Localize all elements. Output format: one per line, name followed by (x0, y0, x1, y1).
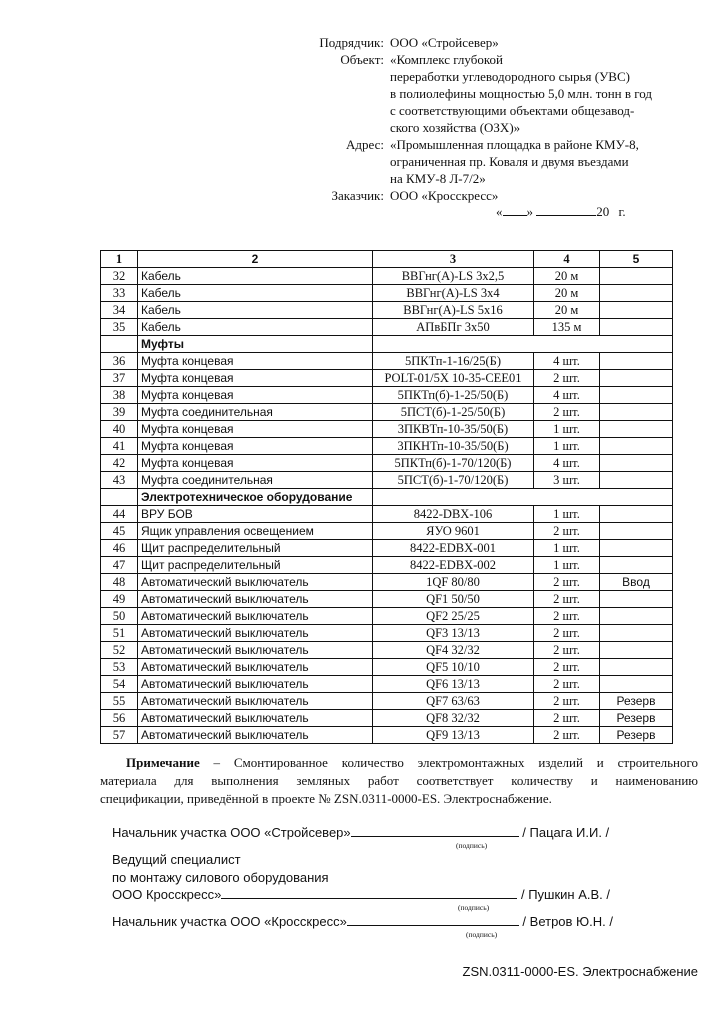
row-number: 44 (101, 506, 138, 523)
item-note (600, 591, 673, 608)
row-number: 54 (101, 676, 138, 693)
item-note (600, 608, 673, 625)
item-note (600, 370, 673, 387)
item-name: Автоматический выключатель (138, 659, 373, 676)
signature-line-1 (112, 824, 609, 840)
row-number: 46 (101, 540, 138, 557)
item-quantity: 2 шт. (534, 608, 600, 625)
row-number: 35 (101, 319, 138, 336)
customer-value: ООО «Кросскресс» (390, 188, 499, 203)
item-quantity: 1 шт. (534, 557, 600, 574)
item-quantity: 135 м (534, 319, 600, 336)
signature-line-3 (112, 913, 613, 929)
item-note (600, 642, 673, 659)
object-line: ского хозяйства (ОЗХ)» (390, 120, 521, 135)
table-row (101, 319, 673, 336)
item-code: ВВГнг(А)-LS 3х2,5 (373, 268, 534, 285)
item-code: QF7 63/63 (373, 693, 534, 710)
column-header: 1 (101, 251, 138, 268)
row-number: 50 (101, 608, 138, 625)
item-quantity: 20 м (534, 285, 600, 302)
item-code: QF3 13/13 (373, 625, 534, 642)
item-name: Муфта концевая (138, 421, 373, 438)
position-line: Ведущий специалист (112, 852, 241, 867)
table-body (101, 268, 673, 744)
item-code: QF9 13/13 (373, 727, 534, 744)
item-note (600, 438, 673, 455)
item-code: ЯУО 9601 (373, 523, 534, 540)
item-name: Муфта концевая (138, 438, 373, 455)
item-code: 8422-EDBX-002 (373, 557, 534, 574)
date-open-quote: « (496, 204, 503, 219)
row-number: 53 (101, 659, 138, 676)
row-number: 57 (101, 727, 138, 744)
row-number: 37 (101, 370, 138, 387)
item-name: Автоматический выключатель (138, 676, 373, 693)
section-title: Электротехническое оборудование (138, 489, 373, 506)
object-line: в полиолефины мощностью 5,0 млн. тонн в год (390, 86, 653, 101)
item-note (600, 404, 673, 421)
item-code: 5ПСТ(б)-1-70/120(Б) (373, 472, 534, 489)
item-note (600, 472, 673, 489)
item-quantity: 20 м (534, 268, 600, 285)
item-name: Кабель (138, 302, 373, 319)
address-label: Адрес: (346, 137, 384, 152)
signature-blank (347, 913, 519, 926)
item-code: QF8 32/32 (373, 710, 534, 727)
table-row (101, 625, 673, 642)
row-number: 41 (101, 438, 138, 455)
item-note (600, 659, 673, 676)
item-note (600, 421, 673, 438)
signature-line-2 (112, 886, 610, 902)
item-note (600, 455, 673, 472)
row-number: 51 (101, 625, 138, 642)
day-blank (503, 203, 527, 216)
section-empty-cell (373, 489, 673, 506)
item-name: Автоматический выключатель (138, 642, 373, 659)
table-row (101, 285, 673, 302)
item-code: POLT-01/5X 10-35-CEE01 (373, 370, 534, 387)
item-code: 5ПКТп-1-16/25(Б) (373, 353, 534, 370)
row-number: 38 (101, 387, 138, 404)
date-suffix: г. (618, 204, 626, 219)
item-code: QF5 10/10 (373, 659, 534, 676)
item-name: Ящик управления освещением (138, 523, 373, 540)
table-row (101, 591, 673, 608)
table-row (101, 540, 673, 557)
object-row (296, 51, 716, 136)
contractor-row (296, 34, 716, 51)
item-name: Муфта концевая (138, 353, 373, 370)
note-block (100, 754, 698, 808)
signature-name: / Ветров Ю.Н. / (522, 914, 614, 929)
row-number: 52 (101, 642, 138, 659)
item-note (600, 523, 673, 540)
item-name: Щит распределительный (138, 540, 373, 557)
item-name: Автоматический выключатель (138, 625, 373, 642)
table-row (101, 557, 673, 574)
row-number: 56 (101, 710, 138, 727)
document-header (296, 34, 716, 204)
month-blank (536, 203, 596, 216)
item-name: Автоматический выключатель (138, 608, 373, 625)
customer-row (296, 187, 716, 204)
item-note (600, 319, 673, 336)
object-label: Объект: (340, 52, 384, 67)
object-value (390, 51, 716, 136)
item-quantity: 2 шт. (534, 693, 600, 710)
item-code: 3ПКВТп-10-35/50(Б) (373, 421, 534, 438)
item-quantity: 2 шт. (534, 676, 600, 693)
item-code: QF1 50/50 (373, 591, 534, 608)
signature-caption: (подпись) (458, 903, 490, 912)
address-value (390, 136, 716, 187)
item-name: Муфта соединительная (138, 472, 373, 489)
row-number: 39 (101, 404, 138, 421)
signature-2-position (112, 851, 329, 887)
item-code: 8422-EDBX-001 (373, 540, 534, 557)
item-quantity: 4 шт. (534, 455, 600, 472)
item-code: 5ПСТ(б)-1-25/50(Б) (373, 404, 534, 421)
item-quantity: 1 шт. (534, 421, 600, 438)
row-number: 47 (101, 557, 138, 574)
table-row (101, 727, 673, 744)
table-row (101, 268, 673, 285)
signature-title: Начальник участка ООО «Стройсевер» (112, 825, 351, 840)
position-line: по монтажу силового оборудования (112, 870, 329, 885)
item-note (600, 540, 673, 557)
section-number-cell (101, 336, 138, 353)
item-quantity: 2 шт. (534, 591, 600, 608)
item-quantity: 2 шт. (534, 574, 600, 591)
item-code: QF4 32/32 (373, 642, 534, 659)
item-code: QF2 25/25 (373, 608, 534, 625)
item-name: Муфта концевая (138, 370, 373, 387)
table-row (101, 608, 673, 625)
item-code: 8422-DBX-106 (373, 506, 534, 523)
item-quantity: 2 шт. (534, 404, 600, 421)
item-note: Резерв (600, 693, 673, 710)
item-name: Кабель (138, 319, 373, 336)
item-quantity: 2 шт. (534, 659, 600, 676)
item-quantity: 2 шт. (534, 727, 600, 744)
item-code: 5ПКТп(б)-1-25/50(Б) (373, 387, 534, 404)
table-header-row (101, 251, 673, 268)
item-code: ВВГнг(А)-LS 5х16 (373, 302, 534, 319)
row-number: 43 (101, 472, 138, 489)
signature-name: / Пацага И.И. / (522, 825, 610, 840)
section-row (101, 336, 673, 353)
signature-caption: (подпись) (456, 841, 488, 850)
specification-table (100, 250, 673, 744)
signature-blank (351, 824, 519, 837)
table-row (101, 642, 673, 659)
date-year: 20 (596, 204, 610, 219)
section-row (101, 489, 673, 506)
contractor-value: ООО «Стройсевер» (390, 35, 499, 50)
row-number: 40 (101, 421, 138, 438)
item-name: ВРУ БОВ (138, 506, 373, 523)
table-row (101, 574, 673, 591)
date-close-quote: » (526, 204, 533, 219)
item-quantity: 2 шт. (534, 625, 600, 642)
column-header: 4 (534, 251, 600, 268)
item-code: АПвБПг 3х50 (373, 319, 534, 336)
item-name: Муфта концевая (138, 455, 373, 472)
item-name: Щит распределительный (138, 557, 373, 574)
item-quantity: 20 м (534, 302, 600, 319)
table-row (101, 370, 673, 387)
item-code: 3ПКНТп-10-35/50(Б) (373, 438, 534, 455)
note-label: Примечание (126, 755, 200, 770)
item-quantity: 1 шт. (534, 506, 600, 523)
column-header: 5 (600, 251, 673, 268)
table-row (101, 472, 673, 489)
item-note: Ввод (600, 574, 673, 591)
item-quantity: 4 шт. (534, 387, 600, 404)
item-note (600, 506, 673, 523)
date-line (496, 203, 626, 220)
item-note (600, 557, 673, 574)
row-number: 42 (101, 455, 138, 472)
table-row (101, 387, 673, 404)
signature-name: / Пушкин А.В. / (520, 887, 611, 902)
item-name: Муфта соединительная (138, 404, 373, 421)
item-name: Муфта концевая (138, 387, 373, 404)
item-quantity: 1 шт. (534, 540, 600, 557)
item-quantity: 3 шт. (534, 472, 600, 489)
item-note (600, 676, 673, 693)
item-quantity: 2 шт. (534, 370, 600, 387)
table-row (101, 438, 673, 455)
row-number: 33 (101, 285, 138, 302)
item-name: Автоматический выключатель (138, 727, 373, 744)
item-note: Резерв (600, 727, 673, 744)
note-text: – Смонтированное количество электромонтажных изделий и строительного (199, 755, 698, 770)
item-note (600, 625, 673, 642)
table-row (101, 302, 673, 319)
row-number: 49 (101, 591, 138, 608)
item-code: 5ПКТп(б)-1-70/120(Б) (373, 455, 534, 472)
customer-label: Заказчик: (331, 188, 384, 203)
table-row (101, 693, 673, 710)
row-number: 48 (101, 574, 138, 591)
table-row (101, 506, 673, 523)
item-code: 1QF 80/80 (373, 574, 534, 591)
table-row (101, 421, 673, 438)
item-code: QF6 13/13 (373, 676, 534, 693)
item-quantity: 2 шт. (534, 710, 600, 727)
item-note (600, 268, 673, 285)
note-line (126, 754, 698, 772)
footer-document-code: ZSN.0311-0000-ES. Электроснабжение (462, 964, 698, 979)
note-line: спецификации, приведённой в проекте № ZSN.0311-0000-ES. Электроснабжение. (100, 791, 552, 806)
row-number: 45 (101, 523, 138, 540)
object-line: с соответствующими объектами общезавод- (390, 103, 635, 118)
table-row (101, 404, 673, 421)
item-note (600, 353, 673, 370)
item-code: ВВГнг(А)-LS 3х4 (373, 285, 534, 302)
item-name: Автоматический выключатель (138, 591, 373, 608)
section-title: Муфты (138, 336, 373, 353)
item-name: Автоматический выключатель (138, 710, 373, 727)
item-quantity: 4 шт. (534, 353, 600, 370)
address-row (296, 136, 716, 187)
column-header: 3 (373, 251, 534, 268)
item-quantity: 2 шт. (534, 642, 600, 659)
row-number: 34 (101, 302, 138, 319)
object-line: «Комплекс глубокой (390, 52, 503, 67)
item-note: Резерв (600, 710, 673, 727)
signature-title: ООО Кросскресс» (112, 887, 222, 902)
object-line: переработки углеводородного сырья (УВС) (390, 69, 630, 84)
section-empty-cell (373, 336, 673, 353)
item-quantity: 1 шт. (534, 438, 600, 455)
item-note (600, 285, 673, 302)
note-line: материала для выполнения земляных работ соответствует количеству и наименованию (100, 773, 698, 788)
row-number: 55 (101, 693, 138, 710)
address-line: «Промышленная площадка в районе КМУ-8, (390, 137, 639, 152)
signature-blank (221, 886, 517, 899)
table-row (101, 710, 673, 727)
item-note (600, 302, 673, 319)
contractor-label: Подрядчик: (319, 35, 384, 50)
address-line: на КМУ-8 Л-7/2» (390, 171, 486, 186)
item-note (600, 387, 673, 404)
table-row (101, 676, 673, 693)
item-name: Автоматический выключатель (138, 693, 373, 710)
address-line: ограниченная пр. Коваля и двумя въездами (390, 154, 629, 169)
item-name: Кабель (138, 268, 373, 285)
item-name: Автоматический выключатель (138, 574, 373, 591)
table-row (101, 353, 673, 370)
row-number: 36 (101, 353, 138, 370)
item-name: Кабель (138, 285, 373, 302)
signature-caption: (подпись) (466, 930, 498, 939)
signature-title: Начальник участка ООО «Кросскресс» (112, 914, 347, 929)
table-row (101, 523, 673, 540)
section-number-cell (101, 489, 138, 506)
row-number: 32 (101, 268, 138, 285)
item-quantity: 2 шт. (534, 523, 600, 540)
table-row (101, 659, 673, 676)
table-row (101, 455, 673, 472)
column-header: 2 (138, 251, 373, 268)
